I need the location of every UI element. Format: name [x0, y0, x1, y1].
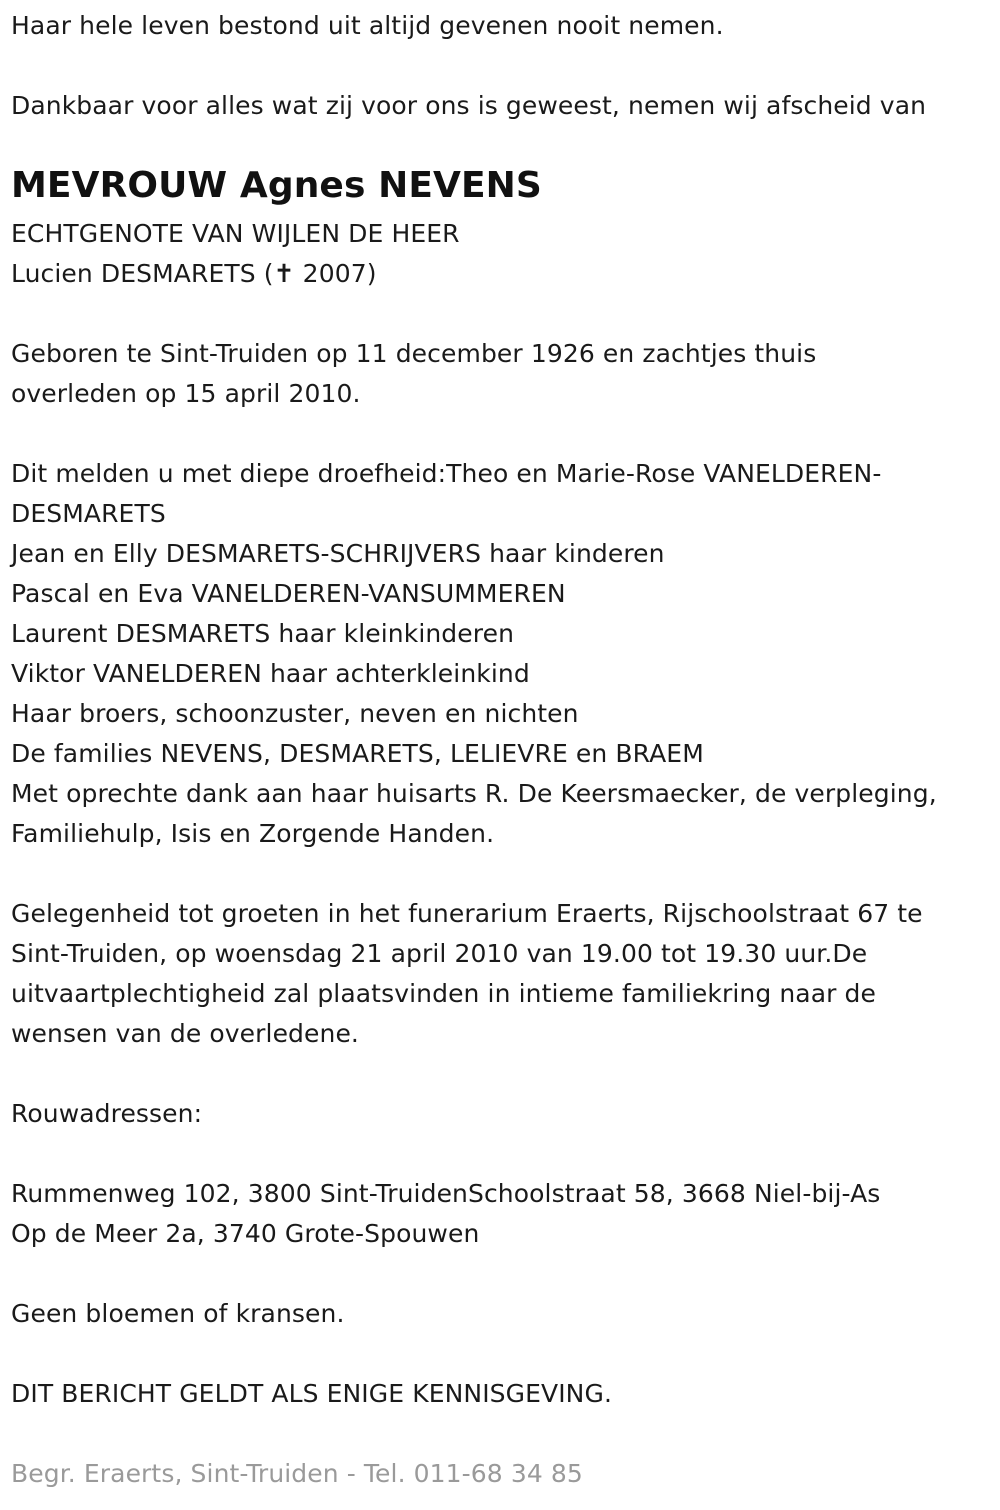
visitation-line: Gelegenheid tot groeten in het funerarium Eraerts, Rijschoolstraat 67 te — [11, 899, 923, 928]
family-line: Laurent DESMARETS haar kleinkinderen — [11, 619, 515, 648]
spouse-line-2: Lucien DESMARETS (✝ 2007) — [11, 259, 377, 288]
family-line: Dit melden u met diepe droefheid:Theo en Marie-Rose VANELDEREN- — [11, 459, 882, 488]
address-line: Op de Meer 2a, 3740 Grote-Spouwen — [11, 1219, 480, 1248]
address-line: Rummenweg 102, 3800 Sint-TruidenSchoolstraat 58, 3668 Niel-bij-As — [11, 1179, 881, 1208]
visitation-line: uitvaartplechtigheid zal plaatsvinden in intieme familiekring naar de — [11, 979, 876, 1008]
family-line: Met oprechte dank aan haar huisarts R. De Keersmaecker, de verpleging, — [11, 779, 937, 808]
family-line: De families NEVENS, DESMARETS, LELIEVRE en BRAEM — [11, 739, 704, 768]
family-line: DESMARETS — [11, 499, 166, 528]
family-line: Jean en Elly DESMARETS-SCHRIJVERS haar kinderen — [11, 539, 665, 568]
visitation-line: wensen van de overledene. — [11, 1019, 359, 1048]
intro-line-2: Dankbaar voor alles wat zij voor ons is geweest, nemen wij afscheid van — [11, 91, 927, 120]
addresses-label: Rouwadressen: — [11, 1099, 203, 1128]
family-line: Familiehulp, Isis en Zorgende Handen. — [11, 819, 495, 848]
visitation-line: Sint-Truiden, op woensdag 21 april 2010 van 19.00 tot 19.30 uur.De — [11, 939, 868, 968]
family-line: Haar broers, schoonzuster, neven en nichten — [11, 699, 579, 728]
deceased-name: MEVROUW Agnes NEVENS — [11, 165, 542, 206]
intro-line-1: Haar hele leven bestond uit altijd gevenen nooit nemen. — [11, 11, 724, 40]
undertaker-footer: Begr. Eraerts, Sint-Truiden - Tel. 011-68 34 85 — [11, 1459, 583, 1488]
no-flowers-note: Geen bloemen of kransen. — [11, 1299, 345, 1328]
spouse-line-1: ECHTGENOTE VAN WIJLEN DE HEER — [11, 219, 460, 248]
official-notice: DIT BERICHT GELDT ALS ENIGE KENNISGEVING. — [11, 1379, 612, 1408]
birth-line-1: Geboren te Sint-Truiden op 11 december 1926 en zachtjes thuis — [11, 339, 817, 368]
family-line: Pascal en Eva VANELDEREN-VANSUMMEREN — [11, 579, 566, 608]
family-line: Viktor VANELDEREN haar achterkleinkind — [11, 659, 530, 688]
birth-line-2: overleden op 15 april 2010. — [11, 379, 361, 408]
